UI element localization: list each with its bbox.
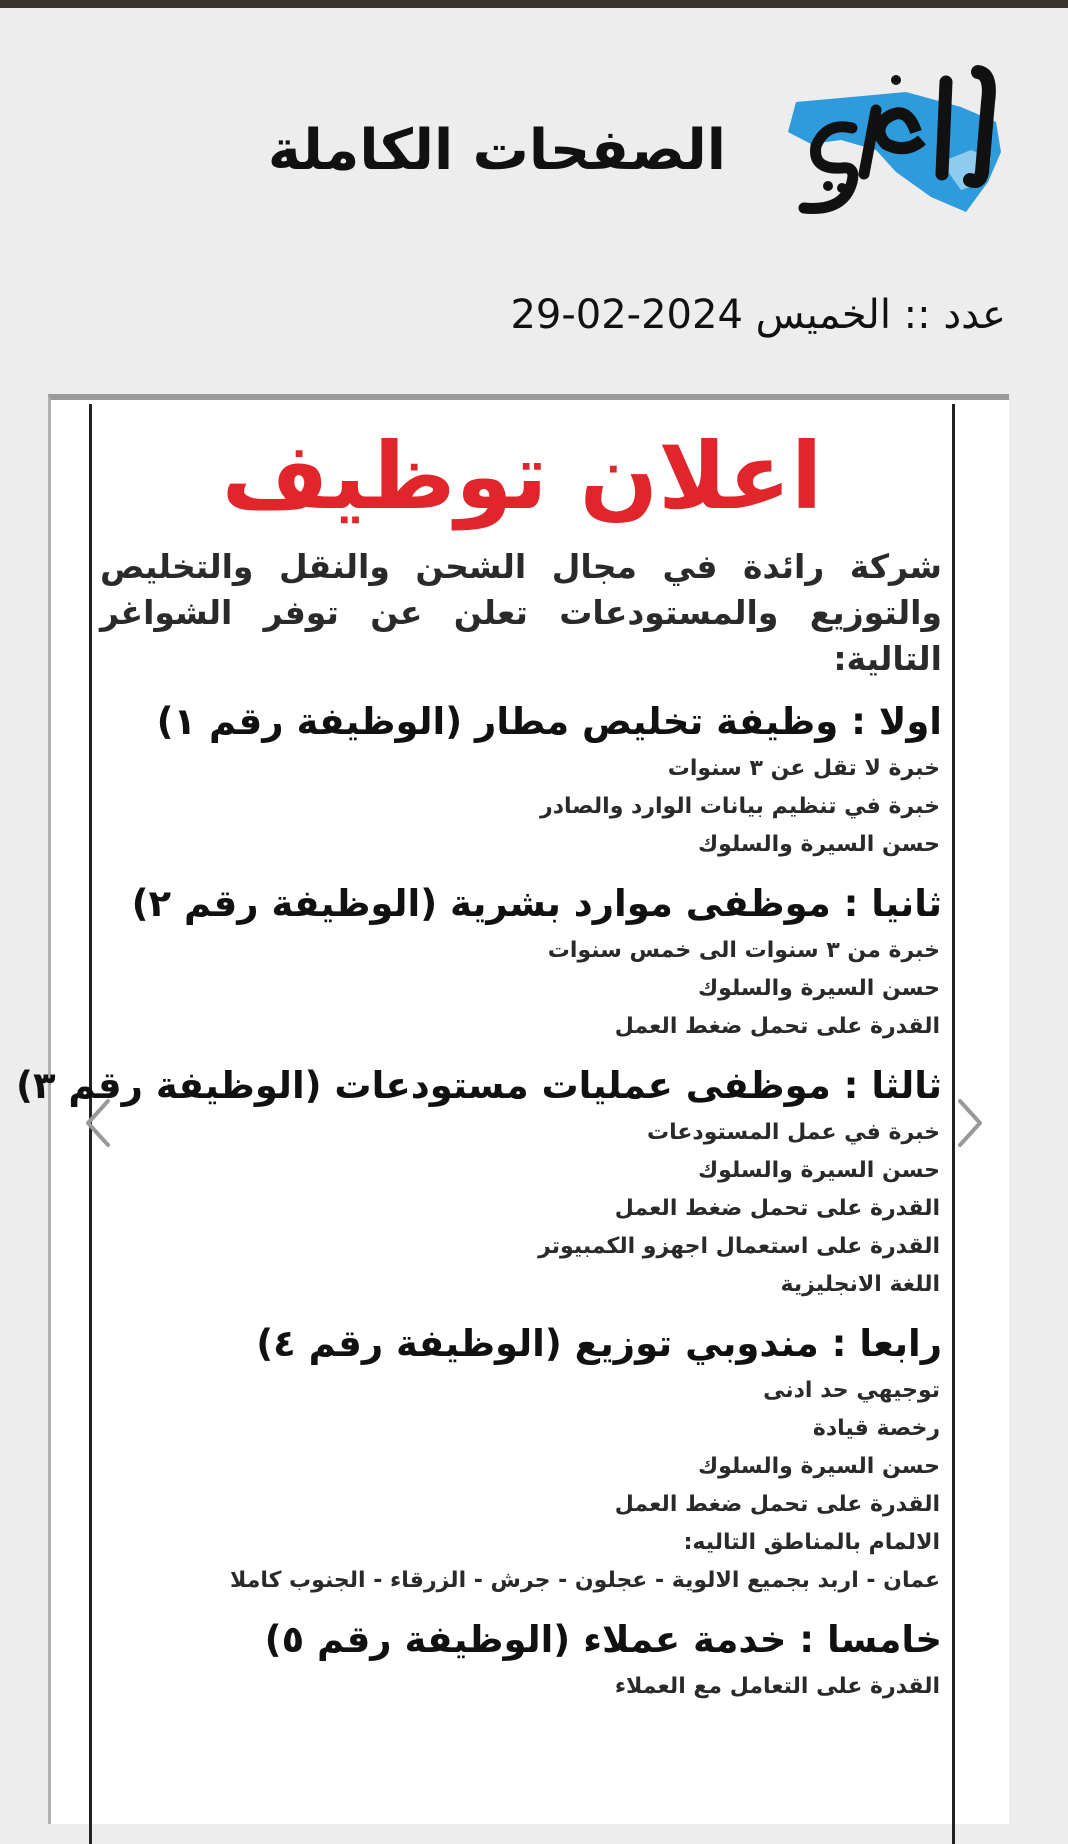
job-section-5 xyxy=(92,1612,952,1706)
job-section-1 xyxy=(92,694,952,864)
site-header xyxy=(206,62,1006,232)
requirement: القدرة على استعمال اجهزو الكمبيوتر xyxy=(538,1234,940,1259)
job-title: خامسا : خدمة عملاء (الوظيفة رقم ٥) xyxy=(264,1618,942,1661)
requirement: اللغة الانجليزية xyxy=(780,1272,940,1297)
requirement: خبرة في عمل المستودعات xyxy=(647,1120,940,1145)
requirement: حسن السيرة والسلوك xyxy=(698,832,940,857)
requirement: حسن السيرة والسلوك xyxy=(698,1454,940,1479)
chevron-right-icon[interactable] xyxy=(950,1093,990,1153)
requirement-regions: عمان - اربد بجميع الالوية - عجلون - جرش - الزرقاء - الجنوب كاملا xyxy=(230,1568,940,1593)
requirement: حسن السيرة والسلوك xyxy=(698,1158,940,1183)
requirement: خبرة في تنظيم بيانات الوارد والصادر xyxy=(540,794,940,819)
ad-intro: شركة رائدة في مجال الشحن والنقل والتخليص والتوزيع والمستودعات تعلن عن توفر الشواغر التالية: xyxy=(100,547,942,678)
requirement: الالمام بالمناطق التاليه: xyxy=(683,1530,940,1555)
issue-date-line xyxy=(510,292,1006,338)
page-viewer[interactable] xyxy=(16,394,1009,1824)
job-title: ثالثا : موظفى عمليات مستودعات (الوظيفة رقم ٣) xyxy=(16,1064,942,1107)
requirement: توجيهي حد ادنى xyxy=(763,1378,940,1403)
requirement: خبرة من ٣ سنوات الى خمس سنوات xyxy=(547,938,940,963)
issue-date: 29-02-2024 xyxy=(510,292,743,338)
job-title: ثانيا : موظفى موارد بشرية (الوظيفة رقم ٢) xyxy=(131,882,942,925)
job-section-2 xyxy=(92,876,952,1046)
ad-title: اعلان توظيف xyxy=(221,423,823,530)
job-title: رابعا : مندوبي توزيع (الوظيفة رقم ٤) xyxy=(256,1322,942,1365)
requirement: القدرة على تحمل ضغط العمل xyxy=(614,1196,940,1221)
site-title: الصفحات الكاملة xyxy=(267,118,726,183)
job-ad xyxy=(16,404,955,1844)
chevron-left-icon[interactable] xyxy=(78,1093,118,1153)
alrai-logo[interactable] xyxy=(756,62,1006,222)
job-title: اولا : وظيفة تخليص مطار (الوظيفة رقم ١) xyxy=(156,700,942,743)
requirement: حسن السيرة والسلوك xyxy=(698,976,940,1001)
requirement: القدرة على التعامل مع العملاء xyxy=(614,1674,940,1699)
requirement: القدرة على تحمل ضغط العمل xyxy=(614,1014,940,1039)
job-section-3 xyxy=(16,1058,952,1304)
requirement: خبرة لا تقل عن ٣ سنوات xyxy=(667,756,940,781)
requirement: القدرة على تحمل ضغط العمل xyxy=(614,1492,940,1517)
requirement: رخصة قيادة xyxy=(812,1416,940,1441)
top-bar xyxy=(0,0,1068,8)
issue-prefix: عدد :: الخميس xyxy=(755,292,1006,338)
job-section-4 xyxy=(92,1316,952,1600)
